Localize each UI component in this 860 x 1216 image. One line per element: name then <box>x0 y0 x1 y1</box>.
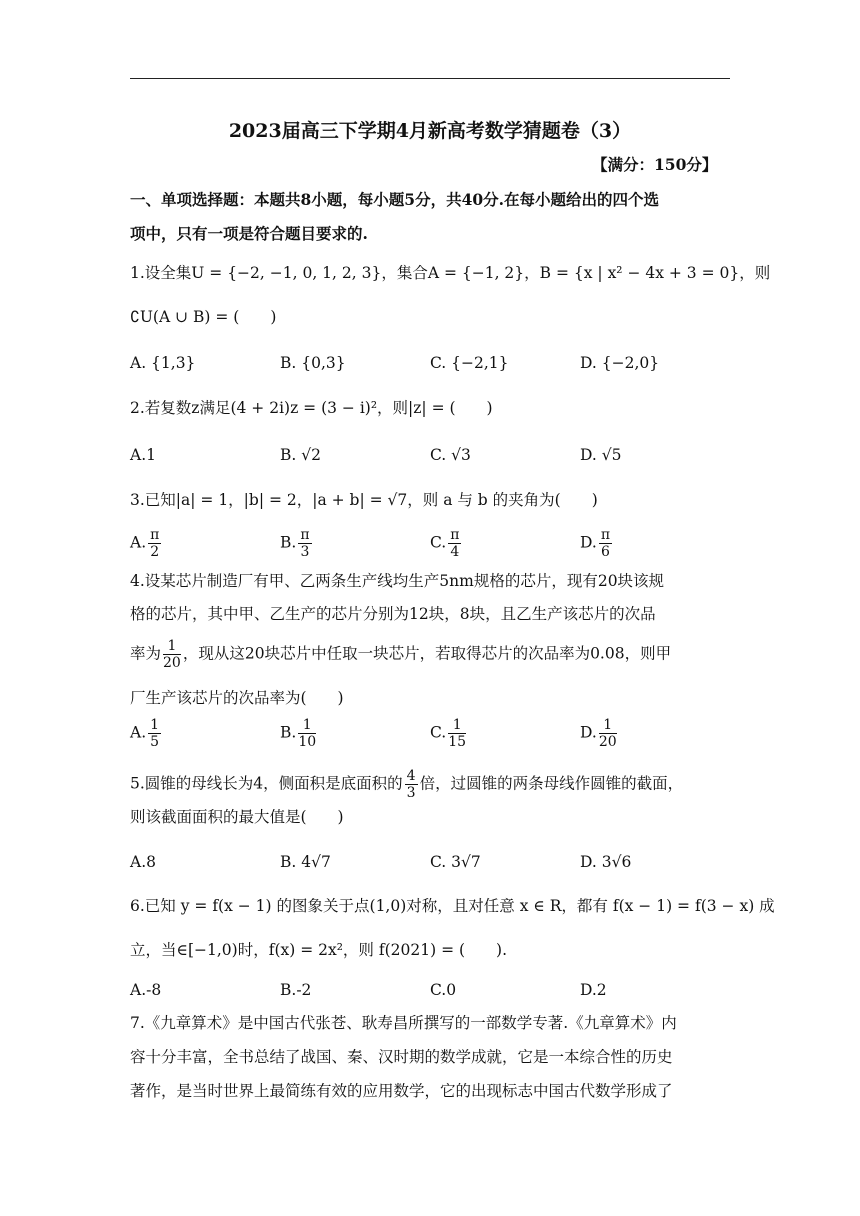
q6-option-c: C.0 <box>430 981 457 999</box>
question-4-line2: 格的芯片，其中甲、乙生产的芯片分别为12块，8块，且乙生产该芯片的次品 <box>130 605 656 623</box>
q5-option-d: D. 3√6 <box>580 853 632 871</box>
q5-option-b: B. 4√7 <box>280 853 331 871</box>
question-5-line1: 5.圆锥的母线长为4，侧面积是底面积的 $\frac{4}{3}$ 倍，过圆锥的两条母线作圆锥的截面， <box>130 768 684 801</box>
q4-option-d: D. $\frac{1}{20}$ <box>580 717 617 750</box>
q6-option-b: B.-2 <box>280 981 312 999</box>
q5-option-c: C. 3√7 <box>430 853 481 871</box>
q2-option-b: B. √2 <box>280 446 321 464</box>
question-7-line2: 容十分丰富，全书总结了战国、秦、汉时期的数学成就，它是一本综合性的历史 <box>130 1048 673 1066</box>
q4-option-c: C. $\frac{1}{15}$ <box>430 717 467 750</box>
question-3-text: 3.已知|a| = 1，|b| = 2，|a + b| = √7，则 a 与 b 的夹角为( ) <box>130 491 598 509</box>
question-7-line1: 7.《九章算术》是中国古代张苍、耿寿昌所撰写的一部数学专著.《九章算术》内 <box>130 1014 677 1032</box>
question-6-line2: 立，当∈[−1,0)时，f(x) = 2x²，则 f(2021) = ( ). <box>130 941 508 959</box>
q3-option-c: C. $\frac{\pi}{4}$ <box>430 527 460 560</box>
q6-option-d: D.2 <box>580 981 607 999</box>
q3-option-b: B. $\frac{\pi}{3}$ <box>280 527 310 560</box>
q3-option-a: A. $\frac{\pi}{2}$ <box>130 527 160 560</box>
q2-option-a: A.1 <box>130 446 156 464</box>
score-label: 【满分：150分】 <box>592 155 718 174</box>
q3-option-d: D. $\frac{\pi}{6}$ <box>580 527 611 560</box>
page-title: 2023届高三下学期4月新高考数学猜题卷（3） <box>228 120 632 142</box>
question-5-line2: 则该截面面积的最大值是( ) <box>130 808 344 826</box>
header-rule <box>130 78 730 79</box>
q2-option-d: D. √5 <box>580 446 622 464</box>
question-1-text-2: ∁U(A ∪ B) = ( ) <box>130 308 277 326</box>
q5-option-a: A.8 <box>130 853 156 871</box>
q1-option-d: D. {−2,0} <box>580 354 660 372</box>
section-heading-line2: 项中，只有一项是符合题目要求的. <box>130 224 368 243</box>
q4-option-a: A. $\frac{1}{5}$ <box>130 717 160 750</box>
question-7-line3: 著作，是当时世界上最简练有效的应用数学，它的出现标志中国古代数学形成了 <box>130 1082 673 1100</box>
section-heading-line1: 一、单项选择题：本题共8小题，每小题5分，共40分.在每小题给出的四个选 <box>130 190 660 209</box>
q6-option-a: A.-8 <box>130 981 162 999</box>
q4-option-b: B. $\frac{1}{10}$ <box>280 717 317 750</box>
question-4-line1: 4.设某芯片制造厂有甲、乙两条生产线均生产5nm规格的芯片，现有20块该规 <box>130 572 665 590</box>
question-6-line1: 6.已知 y = f(x − 1) 的图象关于点(1,0)对称，且对任意 x ∈ R，都有 f(x − 1) = f(3 − x) 成 <box>130 897 775 915</box>
q1-option-a: A. {1,3} <box>130 354 196 372</box>
question-1-text: 1.设全集U = {−2, −1, 0, 1, 2, 3}，集合A = {−1, 2}，B = {x | x² − 4x + 3 = 0}，则 <box>130 264 771 282</box>
question-2-text: 2.若复数z满足(4 + 2i)z = (3 − i)²，则|z| = ( ) <box>130 399 493 417</box>
question-4-line3: 率为 $\frac{1}{20}$ ，现从这20块芯片中任取一块芯片，若取得芯片的次品率为0.08，则甲 <box>130 638 672 671</box>
q1-option-c: C. {−2,1} <box>430 354 509 372</box>
q2-option-c: C. √3 <box>430 446 471 464</box>
q1-option-b: B. {0,3} <box>280 354 346 372</box>
question-4-line4: 厂生产该芯片的次品率为( ) <box>130 689 344 707</box>
